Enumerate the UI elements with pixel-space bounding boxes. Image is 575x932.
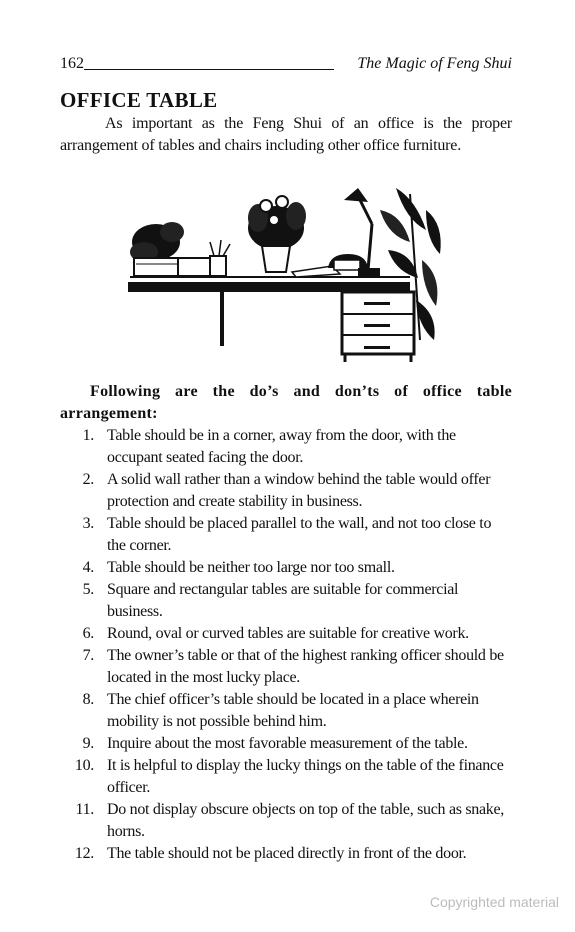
desk-drawers (342, 292, 414, 354)
running-header (60, 55, 512, 75)
header-rule (84, 69, 334, 70)
pen-holder (210, 240, 230, 276)
list-item: 3. Table should be placed parallel to the wall, and not too close to the corner. (82, 515, 492, 554)
running-title: The Magic of Feng Shui (357, 55, 512, 72)
list-item: 12. The table should not be placed directly in front of the door. (74, 845, 467, 862)
list-item: 1. Table should be in a corner, away from the door, with the occupant seated facing the door. (82, 427, 456, 466)
list-item: 4. Table should be neither too large nor too small. (82, 559, 395, 576)
list-item: 9. Inquire about the most favorable measurement of the table. (82, 735, 468, 752)
list-item: 8. The chief officer’s table should be located in a place wherein mobility is not possible behind him. (82, 691, 479, 730)
list-item: 5. Square and rectangular tables are suitable for commercial business. (82, 581, 459, 620)
copyright-watermark: Copyrighted material (429, 894, 559, 910)
page-number: 162 (60, 55, 84, 72)
list-item: 2. A solid wall rather than a window behind the table would offer protection and create stability in business. (82, 471, 491, 510)
center-flower-plant (248, 196, 306, 272)
list-item: 11. Do not display obscure objects on top of the table, such as snake, horns. (75, 801, 504, 840)
telephone-icon (328, 254, 368, 270)
list-item: 10. It is helpful to display the lucky things on the table of the finance officer. (74, 757, 504, 796)
list-item: 7. The owner’s table or that of the highest ranking officer should be located in the most lucky place. (82, 647, 504, 686)
section-title: OFFICE TABLE (60, 88, 218, 112)
dos-and-donts-list (60, 425, 512, 865)
right-plant (380, 188, 441, 340)
desk-left-leg (220, 292, 224, 346)
list-intro: Following are the do’s and don’ts of office table arrangement: (60, 383, 512, 422)
intro-paragraph: As important as the Feng Shui of an office is the proper arrangement of tables and chairs including other office furniture. (60, 115, 512, 154)
office-desk-illustration (126, 180, 444, 366)
list-item: 6. Round, oval or curved tables are suitable for creative work. (82, 625, 469, 642)
left-plant (130, 222, 184, 276)
